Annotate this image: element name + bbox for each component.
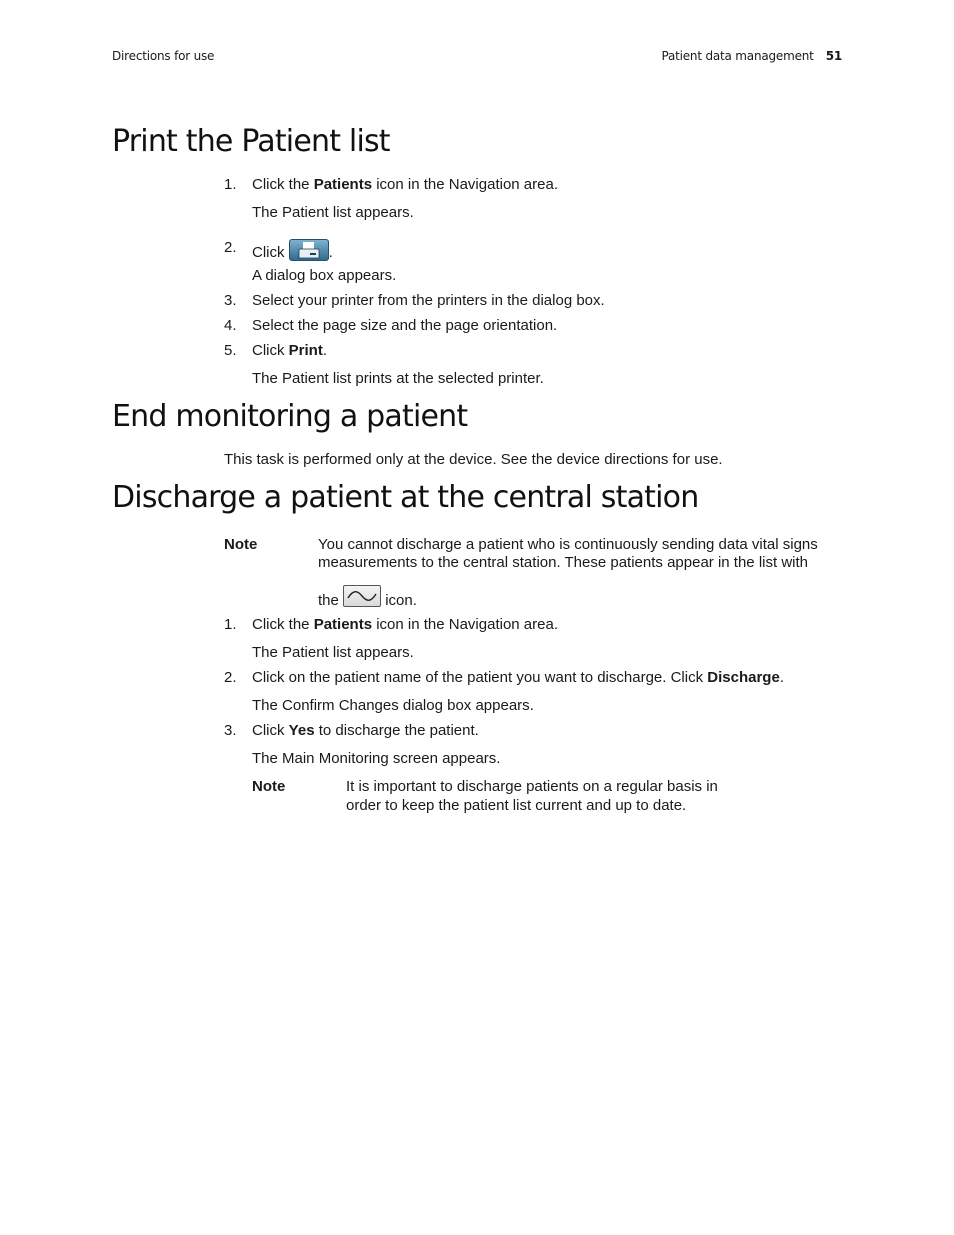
discharge-step-2 — [252, 669, 784, 687]
printer-icon — [289, 239, 329, 261]
note2-text-line-2: order to keep the patient list current and up to date. — [346, 797, 687, 814]
step-bold-term: Print — [288, 342, 323, 359]
step-number: 5. — [224, 342, 237, 359]
page-header — [112, 49, 842, 67]
discharge-step-1-result: The Patient list appears. — [252, 644, 414, 661]
print-step-5-result: The Patient list prints at the selected printer. — [252, 370, 544, 387]
step-text: Click on the patient name of the patient you want to discharge. Click — [252, 669, 708, 686]
print-step-1 — [252, 176, 558, 194]
note-label-text: Note — [224, 536, 258, 553]
step-number: 3. — [224, 722, 237, 739]
step-number: 2. — [224, 669, 237, 686]
step-bold-term: Patients — [313, 176, 373, 193]
header-section-title: Patient data management — [661, 49, 814, 63]
step-text: icon in the Navigation area. — [372, 176, 558, 193]
discharge-step-3-result: The Main Monitoring screen appears. — [252, 750, 501, 767]
discharge-step-3 — [252, 722, 479, 740]
note2-label — [252, 778, 285, 796]
step-text: icon in the Navigation area. — [372, 616, 558, 633]
waveform-icon — [343, 585, 381, 607]
header-doc-title: Directions for use — [112, 49, 215, 63]
step-number: 1. — [224, 616, 237, 633]
step-bold-term: Discharge — [707, 669, 780, 686]
discharge-step-1 — [252, 616, 558, 634]
step-text: Click the — [252, 176, 314, 193]
step-number: 3. — [224, 292, 237, 309]
step-number: 1. — [224, 176, 237, 193]
step-number: 2. — [224, 239, 237, 256]
note2-text-line-1: It is important to discharge patients on a regular basis in — [346, 778, 718, 795]
discharge-step-2-result: The Confirm Changes dialog box appears. — [252, 697, 534, 714]
step-text: . — [779, 669, 784, 686]
note-text: icon. — [381, 592, 417, 609]
note-text-line-1: You cannot discharge a patient who is continuously sending data vital signs — [318, 536, 818, 553]
print-step-1-result: The Patient list appears. — [252, 204, 414, 221]
note-text-line-2: measurements to the central station. These patients appear in the list with — [318, 554, 808, 571]
print-step-2-result: A dialog box appears. — [252, 267, 397, 284]
print-step-5 — [252, 342, 327, 360]
step-text: Click — [252, 722, 289, 739]
step-text: Click the — [252, 616, 314, 633]
print-step-4: Select the page size and the page orientation. — [252, 317, 558, 334]
page-number: 51 — [825, 49, 842, 63]
step-text: Click — [252, 244, 289, 261]
header-section — [661, 49, 842, 63]
heading-discharge: Discharge a patient at the central station — [112, 480, 699, 515]
step-text: to discharge the patient. — [314, 722, 479, 739]
print-step-3: Select your printer from the printers in the dialog box. — [252, 292, 605, 309]
note2-label-text: Note — [252, 778, 286, 795]
note-label — [224, 536, 257, 554]
note-text-line-3 — [318, 585, 417, 610]
heading-print-patient-list: Print the Patient list — [112, 124, 390, 159]
step-text: . — [322, 342, 328, 359]
print-step-2 — [252, 239, 333, 262]
step-text: Click — [252, 342, 289, 359]
step-bold-term: Yes — [288, 722, 315, 739]
end-monitoring-body: This task is performed only at the device. See the device directions for use. — [224, 451, 723, 468]
step-number: 4. — [224, 317, 237, 334]
heading-end-monitoring: End monitoring a patient — [112, 399, 468, 434]
step-bold-term: Patients — [313, 616, 373, 633]
step-text: . — [328, 244, 333, 261]
note-text: the — [318, 592, 344, 609]
